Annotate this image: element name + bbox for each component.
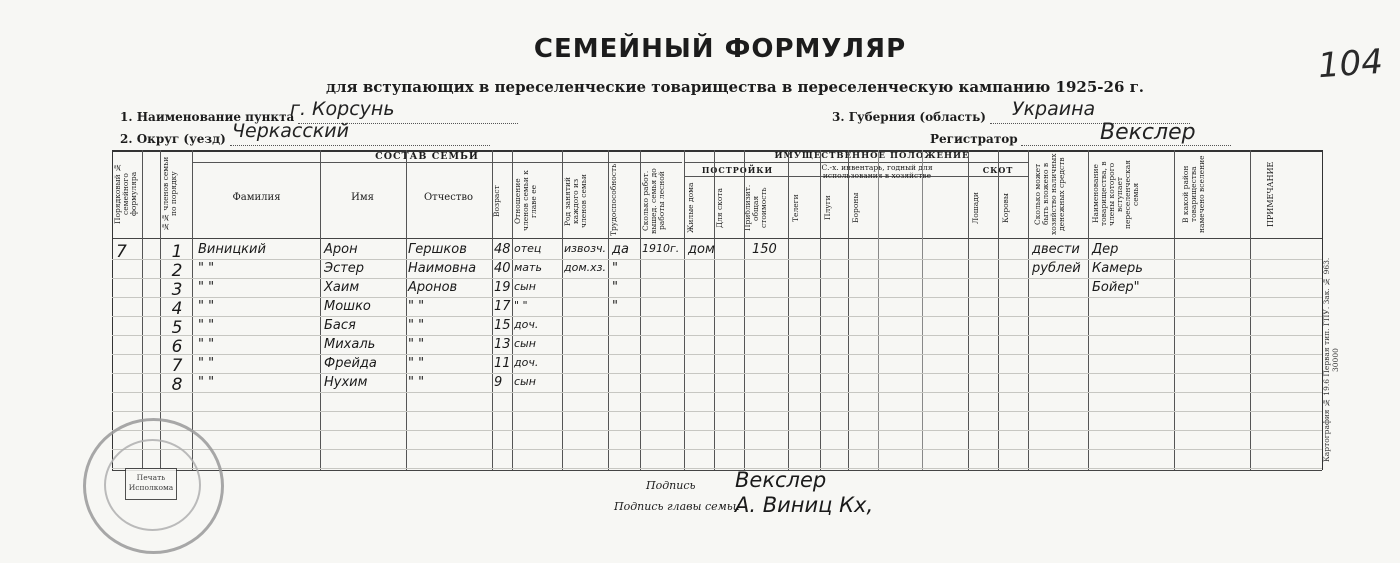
column-rule (112, 150, 113, 470)
cell-name: Хаим (324, 280, 360, 295)
signature-label: Подпись (646, 479, 696, 492)
cell-capacity: " (612, 261, 618, 276)
cell-partnership: Камерь (1092, 261, 1143, 276)
head-signature: А. Виниц Кх, (735, 493, 874, 517)
row-rule (112, 259, 1322, 260)
row-rule (112, 297, 1322, 298)
row-rule (112, 430, 1322, 431)
cell-name: Нухим (324, 375, 368, 390)
header-name: Имя (351, 192, 374, 203)
settlement-value: г. Корсунь (290, 98, 395, 120)
form-subtitle: для вступающих в переселенческие товарищества в переселенческую кампанию 1925-26 г. (325, 78, 1145, 96)
stamp-box-label: Печать Исполкома (125, 468, 177, 500)
header-money: Сколько может быть вложено в хозяйство наличных денежных средств (1033, 153, 1066, 235)
cell-patronymic: " " (408, 337, 425, 352)
group-buildings-header: ПОСТРОЙКИ (701, 165, 774, 175)
cell-num: 8 (171, 375, 183, 395)
column-rule (1088, 150, 1089, 470)
cell-years: 1910г. (642, 242, 680, 255)
cell-surname: " " (198, 261, 215, 276)
cell-name: Бася (324, 318, 356, 333)
cell-partnership: Дер (1092, 242, 1119, 257)
row-rule (112, 316, 1322, 317)
cell-money: двести (1032, 242, 1080, 257)
header-region: В какой район товарищества намечено вселение (1181, 155, 1206, 233)
province-label: 3. Губерния (область) (832, 110, 986, 124)
cell-age: 48 (494, 242, 511, 257)
printer-imprint: Картография № 19.6 Первая тип. ГПУ. Зак. № 963. 30000 (1322, 257, 1340, 463)
cell-num: 1 (171, 242, 183, 262)
cell-patronymic: " " (408, 318, 425, 333)
header-notes: ПРИМЕЧАНИЕ (1266, 161, 1275, 227)
cell-patronymic: Наимовна (408, 261, 477, 276)
header-occupation: Род занятий каждого из членов семьи (563, 174, 588, 228)
header-relation: Отношение членов семьи к главе ее (513, 170, 538, 232)
cell-surname: Виницкий (198, 242, 266, 257)
column-rule (320, 150, 321, 470)
province-value: Украина (1012, 98, 1096, 120)
header-member-no: №№ членов семьи по порядку (161, 156, 178, 232)
cell-age: 11 (494, 356, 511, 371)
column-rule (788, 150, 789, 470)
group-inventory-header: С.-х. инвентарь, годный для использования в хозяйстве (821, 163, 933, 180)
header-horses: Лошади (971, 192, 980, 224)
column-rule (492, 150, 493, 470)
district-value: Черкасский (232, 120, 349, 142)
column-rule (1174, 150, 1175, 470)
header-approx-value: Приблизит. общая стоимость (743, 184, 768, 232)
group-livestock-header: СКОТ (982, 165, 1014, 175)
column-rule (684, 150, 685, 470)
row-rule (112, 411, 1322, 412)
cell-age: 15 (494, 318, 511, 333)
header-form-no: Порядковый № семейного формуляра (113, 163, 138, 225)
column-rule (820, 150, 821, 470)
cell-num: 2 (171, 261, 183, 281)
cell-patronymic: Аронов (408, 280, 458, 295)
header-dwelling: Жилые дома (686, 182, 695, 234)
header-years-worked: Сколько работ. вышед. семья до работы лесной (641, 168, 666, 234)
cell-dwelling: дом (688, 242, 715, 257)
registrar-signature: Векслер (735, 468, 827, 492)
cell-form: 7 (116, 242, 127, 262)
header-cows: Коровы (1001, 193, 1010, 223)
row-rule (112, 449, 1322, 450)
cell-surname: " " (198, 375, 215, 390)
cell-relation: сын (514, 337, 536, 350)
cell-name: Эстер (324, 261, 365, 276)
cell-relation: " " (514, 299, 528, 312)
registrar-label: Регистратор (930, 132, 1018, 146)
row-rule (112, 373, 1322, 374)
district-label: 2. Округ (уезд) (120, 132, 226, 146)
column-rule (1028, 150, 1029, 470)
registrar-value: Векслер (1100, 120, 1196, 145)
column-rule (640, 150, 641, 470)
column-rule (848, 150, 849, 470)
cell-name: Фрейда (324, 356, 377, 371)
column-rule (608, 150, 609, 470)
form-title: СЕМЕЙНЫЙ ФОРМУЛЯР (533, 34, 907, 64)
cell-relation: сын (514, 280, 536, 293)
cell-name: Арон (324, 242, 358, 257)
column-rule (968, 150, 969, 470)
column-rule (406, 150, 407, 470)
cell-relation: доч. (514, 318, 539, 331)
group-property-header: ИМУЩЕСТВЕННОЕ ПОЛОЖЕНИЕ (774, 151, 970, 161)
registrar-field (930, 120, 1231, 146)
row-rule (112, 468, 1322, 469)
cell-surname: " " (198, 299, 215, 314)
header-harrows: Бороны (851, 192, 860, 224)
cell-name: Мошко (324, 299, 371, 314)
column-rule (922, 150, 923, 470)
cell-name: Михаль (324, 337, 376, 352)
cell-num: 3 (171, 280, 183, 300)
cell-value: 150 (752, 242, 777, 257)
column-rule (878, 150, 879, 470)
cell-num: 5 (171, 318, 183, 338)
row-rule (112, 335, 1322, 336)
cell-patronymic: " " (408, 356, 425, 371)
margin-number: 104 (1316, 41, 1385, 87)
cell-age: 17 (494, 299, 511, 314)
header-capacity: Трудоспособность (609, 163, 618, 236)
cell-partnership: Бойер" (1092, 280, 1140, 295)
column-rule (512, 150, 513, 470)
header-carts: Телеги (791, 194, 800, 222)
cell-patronymic: " " (408, 375, 425, 390)
header-partnership: Наименование товарищества, в члены которого вступает переселенческая семья (1091, 159, 1140, 229)
cell-occupation: извозч. (564, 242, 607, 255)
cell-num: 4 (171, 299, 183, 319)
header-age: Возраст (492, 185, 501, 217)
official-stamp (83, 418, 224, 554)
row-rule (112, 354, 1322, 355)
header-ploughs: Плуги (823, 195, 832, 221)
cell-age: 40 (494, 261, 511, 276)
header-cattle-shed: Для скота (715, 188, 724, 229)
cell-relation: сын (514, 375, 536, 388)
cell-age: 19 (494, 280, 511, 295)
column-rule (744, 150, 745, 470)
column-rule (1250, 150, 1251, 470)
cell-patronymic: " " (408, 299, 425, 314)
cell-money: рублей (1032, 261, 1081, 276)
cell-num: 7 (171, 356, 183, 376)
cell-relation: доч. (514, 356, 539, 369)
cell-relation: мать (514, 261, 542, 274)
head-signature-label: Подпись главы семьи (614, 500, 740, 513)
column-rule (562, 150, 563, 470)
column-rule (192, 150, 193, 470)
cell-capacity: да (612, 242, 629, 257)
column-rule (714, 150, 715, 470)
group-family-header: СОСТАВ СЕМЬИ (375, 151, 479, 162)
cell-surname: " " (198, 356, 215, 371)
cell-occupation: дом.хз. (564, 261, 606, 274)
cell-surname: " " (198, 318, 215, 333)
family-table (112, 150, 1322, 470)
header-patronymic: Отчество (423, 192, 474, 203)
row-rule (112, 392, 1322, 393)
cell-age: 13 (494, 337, 511, 352)
cell-capacity: " (612, 299, 618, 314)
settlement-label: 1. Наименование пункта (120, 110, 295, 124)
district-field (120, 120, 490, 146)
cell-patronymic: Гершков (408, 242, 467, 257)
column-rule (998, 150, 999, 470)
cell-age: 9 (494, 375, 503, 390)
cell-surname: " " (198, 280, 215, 295)
row-rule (112, 278, 1322, 279)
header-surname: Фамилия (232, 192, 281, 203)
cell-num: 6 (171, 337, 183, 357)
cell-surname: " " (198, 337, 215, 352)
cell-capacity: " (612, 280, 618, 295)
cell-relation: отец (514, 242, 542, 255)
